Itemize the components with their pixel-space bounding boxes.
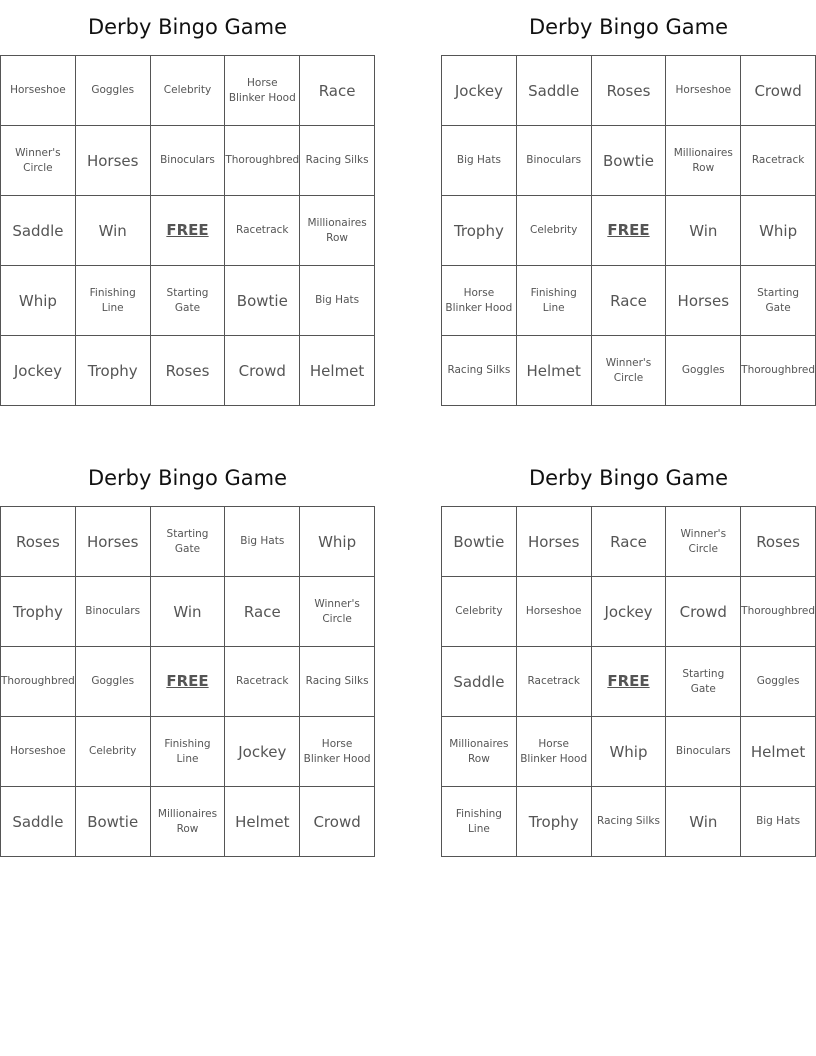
bingo-cell: Big Hats [225,507,300,577]
bingo-cell: Bowtie [592,126,667,196]
bingo-cell: Horses [666,266,741,336]
bingo-cell: Celebrity [76,717,151,787]
bingo-cell: Horseshoe [666,56,741,126]
bingo-cell: Horse Blinker Hood [300,717,375,787]
bingo-cell: Horses [76,507,151,577]
bingo-cell: Whip [741,196,816,266]
bingo-cell: Helmet [225,787,300,857]
bingo-cell: Binoculars [76,577,151,647]
bingo-cell: Jockey [442,56,517,126]
bingo-card-4 [441,451,816,857]
bingo-cell: Thoroughbred [741,336,816,406]
bingo-cell: Race [300,56,375,126]
bingo-cell: Winner's Circle [592,336,667,406]
bingo-cell: Horses [76,126,151,196]
bingo-card-2 [441,0,816,406]
bingo-cell: Racetrack [741,126,816,196]
bingo-cell: Saddle [1,787,76,857]
bingo-cell: Jockey [592,577,667,647]
bingo-cell: Bowtie [225,266,300,336]
bingo-cell: Finishing Line [76,266,151,336]
bingo-cell: Saddle [1,196,76,266]
bingo-cell: Goggles [741,647,816,717]
bingo-cell: Saddle [442,647,517,717]
bingo-cell: Horseshoe [517,577,592,647]
bingo-cell: Finishing Line [151,717,226,787]
bingo-cell: Winner's Circle [666,507,741,577]
bingo-cell: Starting Gate [151,507,226,577]
card-title: Derby Bingo Game [87,466,288,490]
bingo-cell: Win [76,196,151,266]
bingo-cell: Thoroughbred [741,577,816,647]
bingo-cell: Saddle [517,56,592,126]
bingo-cell: Celebrity [151,56,226,126]
bingo-cell: Horse Blinker Hood [517,717,592,787]
card-title: Derby Bingo Game [87,15,288,39]
bingo-cell: Racing Silks [300,126,375,196]
bingo-cell: Horseshoe [1,56,76,126]
bingo-cell: Celebrity [517,196,592,266]
bingo-cell: Winner's Circle [1,126,76,196]
bingo-cell: Helmet [741,717,816,787]
bingo-cell: Big Hats [442,126,517,196]
bingo-grid [441,55,816,406]
bingo-cell: Starting Gate [741,266,816,336]
bingo-cell: Bowtie [442,507,517,577]
bingo-cell: Crowd [225,336,300,406]
bingo-cell: Win [666,196,741,266]
bingo-card-3 [0,451,375,857]
bingo-grid [0,55,375,406]
bingo-grid [0,506,375,857]
bingo-cell: Crowd [741,56,816,126]
bingo-cell: Racetrack [225,647,300,717]
bingo-cell: Racing Silks [300,647,375,717]
bingo-cell: Millionaires Row [151,787,226,857]
bingo-cell: Binoculars [666,717,741,787]
free-space-cell: FREE [151,647,226,717]
bingo-cell: Roses [151,336,226,406]
free-space-cell: FREE [592,647,667,717]
bingo-cell: Crowd [666,577,741,647]
bingo-cell: Racetrack [225,196,300,266]
bingo-cell: Jockey [1,336,76,406]
bingo-cell: Win [666,787,741,857]
bingo-cell: Whip [1,266,76,336]
bingo-cell: Horse Blinker Hood [225,56,300,126]
bingo-cell: Roses [592,56,667,126]
bingo-cell: Trophy [76,336,151,406]
bingo-cell: Finishing Line [442,787,517,857]
bingo-cell: Race [225,577,300,647]
bingo-cell: Win [151,577,226,647]
bingo-cell: Horseshoe [1,717,76,787]
bingo-cell: Bowtie [76,787,151,857]
bingo-cell: Race [592,507,667,577]
bingo-cell: Racing Silks [592,787,667,857]
free-space-cell: FREE [151,196,226,266]
bingo-cell: Trophy [517,787,592,857]
bingo-grid [441,506,816,857]
bingo-cell: Winner's Circle [300,577,375,647]
bingo-cell: Jockey [225,717,300,787]
bingo-cell: Goggles [76,56,151,126]
bingo-cell: Big Hats [300,266,375,336]
bingo-cell: Celebrity [442,577,517,647]
bingo-cell: Crowd [300,787,375,857]
bingo-cell: Horses [517,507,592,577]
bingo-cell: Racing Silks [442,336,517,406]
bingo-cell: Thoroughbred [225,126,300,196]
bingo-cell: Millionaires Row [442,717,517,787]
bingo-cell: Roses [741,507,816,577]
bingo-cell: Trophy [442,196,517,266]
bingo-cell: Binoculars [517,126,592,196]
bingo-cell: Thoroughbred [1,647,76,717]
bingo-card-1 [0,0,375,406]
bingo-cell: Helmet [517,336,592,406]
card-title: Derby Bingo Game [528,15,729,39]
bingo-cell: Whip [300,507,375,577]
bingo-cell: Racetrack [517,647,592,717]
bingo-cell: Goggles [76,647,151,717]
free-space-cell: FREE [592,196,667,266]
bingo-cell: Race [592,266,667,336]
bingo-cell: Starting Gate [151,266,226,336]
bingo-cell: Helmet [300,336,375,406]
bingo-cell: Millionaires Row [300,196,375,266]
bingo-cell: Binoculars [151,126,226,196]
bingo-cell: Big Hats [741,787,816,857]
bingo-cell: Finishing Line [517,266,592,336]
bingo-cell: Starting Gate [666,647,741,717]
bingo-cell: Whip [592,717,667,787]
card-title: Derby Bingo Game [528,466,729,490]
bingo-cell: Trophy [1,577,76,647]
bingo-cell: Goggles [666,336,741,406]
bingo-cell: Horse Blinker Hood [442,266,517,336]
bingo-cell: Roses [1,507,76,577]
bingo-cell: Millionaires Row [666,126,741,196]
